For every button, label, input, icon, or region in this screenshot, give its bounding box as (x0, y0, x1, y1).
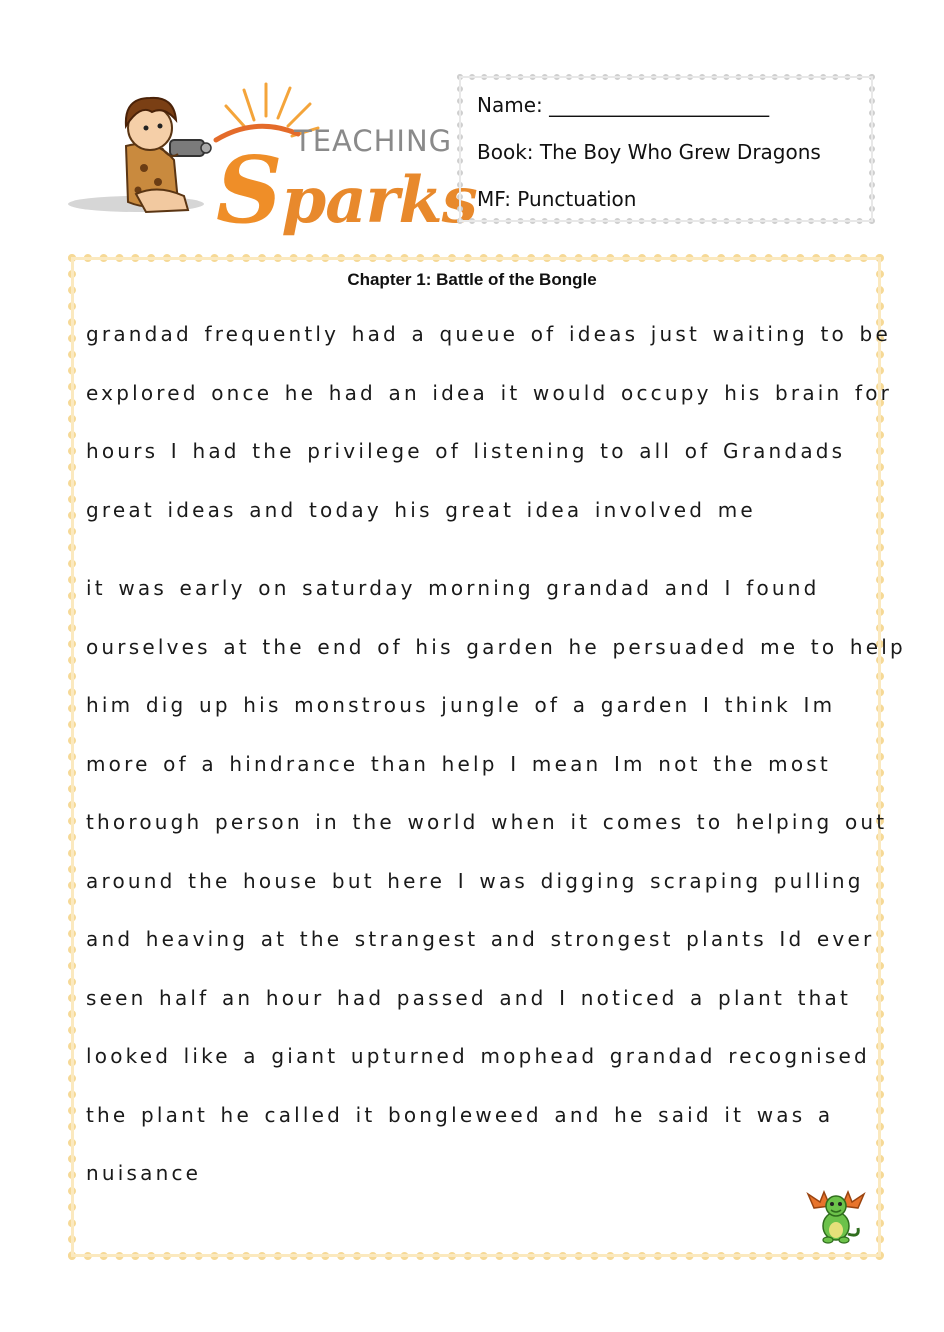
logo-teaching-text: TEACHING (294, 124, 453, 158)
passage-line: seen half an hour had passed and I noticed a plant that (86, 985, 852, 1010)
passage-line: thorough person in the world when it comes to helping out (86, 810, 888, 834)
teaching-sparks-logo (66, 76, 477, 244)
passage-line: the plant he called it bongleweed and he said it was a (86, 1102, 834, 1127)
mf-label: MF: Punctuation (477, 187, 637, 211)
passage-line: more of a hindrance than help I mean Im not the most (86, 751, 831, 776)
paragraph-gap (86, 540, 876, 560)
passage-line: hours I had the privilege of listening to all of Grandads (86, 439, 846, 463)
passage-line: around the house but here I was digging scraping pulling (86, 868, 864, 893)
logo-sparks-text (216, 136, 477, 244)
passage-line: explored once he had an idea it would occupy his brain for (86, 380, 893, 405)
book-title: Book: The Boy Who Grew Dragons (477, 140, 821, 164)
passage-line: and heaving at the strangest and strongest plants Id ever (86, 927, 875, 951)
passage-line: grandad frequently had a queue of ideas just waiting to be (86, 322, 891, 346)
passage-line: great ideas and today his great idea involved me (86, 497, 756, 522)
info-box (457, 74, 875, 224)
name-field[interactable]: Name: ______________________ (477, 93, 770, 117)
passage-line: looked like a giant upturned mophead grandad recognised (86, 1044, 870, 1068)
passage-line: it was early on saturday morning grandad and I found (86, 576, 820, 600)
logo-sparks-rest: parks (281, 163, 477, 238)
passage-line: nuisance (86, 1161, 202, 1185)
passage-text (86, 306, 906, 1204)
dragon-icon (806, 1188, 866, 1246)
passage-line: ourselves at the end of his garden he persuaded me to help (86, 634, 906, 659)
passage-line: him dig up his monstrous jungle of a garden I think Im (86, 693, 836, 717)
logo-sparks-initial: S (216, 136, 282, 244)
chapter-title: Chapter 1: Battle of the Bongle (347, 270, 597, 289)
